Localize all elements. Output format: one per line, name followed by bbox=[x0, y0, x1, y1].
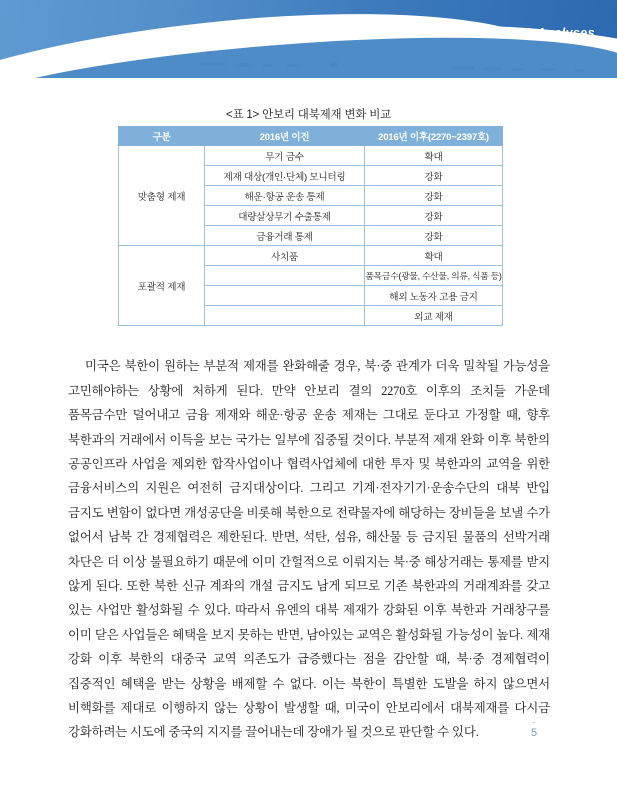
table-row bbox=[119, 146, 503, 166]
cell-before: 무기 금수 bbox=[205, 146, 365, 166]
banner-speck bbox=[330, 62, 338, 67]
page-header-banner bbox=[0, 0, 617, 88]
cell-after: 확대 bbox=[365, 246, 503, 266]
cell-after: 해외 노동자 고용 금지 bbox=[365, 286, 503, 306]
group-label-targeted-sanctions: 맞춤형 제재 bbox=[119, 146, 205, 246]
group-label-comprehensive-sanctions: 포괄적 제재 bbox=[119, 246, 205, 326]
cell-after: 강화 bbox=[365, 226, 503, 246]
table-header-row bbox=[119, 127, 503, 146]
cell-before bbox=[205, 266, 365, 286]
page-number bbox=[520, 718, 548, 739]
banner-speck bbox=[484, 67, 502, 71]
cell-before: 금융거래 통제 bbox=[205, 226, 365, 246]
table-row bbox=[119, 246, 503, 266]
banner-speck bbox=[286, 64, 300, 67]
cell-after: 강화 bbox=[365, 206, 503, 226]
cell-before bbox=[205, 306, 365, 326]
banner-speck bbox=[200, 62, 226, 66]
cell-before: 해운·항공 운송 통제 bbox=[205, 186, 365, 206]
sanctions-comparison-table bbox=[118, 126, 503, 326]
column-header-before-2016: 2016년 이전 bbox=[205, 127, 365, 146]
table-caption: <표 1> 안보리 대북제재 변화 비교 bbox=[225, 109, 392, 121]
banner-speck bbox=[512, 68, 524, 71]
page-number-dash: - bbox=[532, 717, 536, 727]
cell-after: 강화 bbox=[365, 186, 503, 206]
cell-before: 대량살상무기 수출통제 bbox=[205, 206, 365, 226]
cell-before: 사치품 bbox=[205, 246, 365, 266]
cell-after: 품목금수(광물, 수산물, 의류, 식품 등) bbox=[365, 266, 503, 286]
banner-speck bbox=[262, 64, 272, 67]
banner-speck bbox=[452, 66, 474, 70]
main-paragraph: 미국은 북한이 원하는 부분적 제재를 완화해줄 경우, 북·중 관계가 더욱 밀착될 가능성을 고민해야하는 상황에 처하게 된다. 만약 안보리 결의 2270호 이후의 조치들 가운데 품목금수만 덜어내고 금융 제재와 해운·항공 운송 제재는 그대로 둔다고 가정할 때, 향후 북한과의 거래에서 이득을 보는 국가는 일부에 집중될 것이다. 부분적 제재 완화 이후 북한의 공공인프라 사업을 제외한 합작사업이나 협력사업체에 대한 투자 및 북한과의 교역을 위한 금융서비스의 지원은 여전히 금지대상이다. 그리고 기계·전자기기·운송수단의 대북 반입 금지도 변함이 없다면 개성공단을 비롯해 북한으로 전략물자에 해당하는 장비들을 보낼 수가 없어서 남북 간 경제협력은 제한된다. 반면, 석탄, 섬유, 해산물 등 금지된 물품의 선박거래 차단은 더 이상 불필요하기 때문에 이미 간헐적으로 이뤄지는 북·중 해상거래는 통제를 받지 않게 된다. 또한 북한 신규 계좌의 개설 금지도 남게 되므로 기존 북한과의 거래계좌를 갖고 있는 사업만 활성화될 수 있다. 따라서 유엔의 대북 제재가 강화된 이후 북한과 거래창구를 이미 닫은 사업들은 혜택을 보지 못하는 반면, 남아있는 교역은 활성화될 가능성이 높다. 제재 강화 이후 북한의 대중국 교역 의존도가 급증했다는 점을 감안할 때, 북·중 경제협력이 집중적인 혜택을 받는 상황을 배제할 수 없다. 이는 북한이 특별한 도발을 하지 않으면서 비핵화를 제대로 이행하지 않는 상황이 발생할 때, 미국이 안보리에서 대북제재를 다시금 강화하려는 시도에 중국의 지지를 끌어내는데 장애가 될 것으로 판단할 수 있다. bbox=[68, 359, 550, 740]
banner-speck bbox=[540, 68, 556, 71]
cell-before: 제재 대상(개인·단체) 모니터링 bbox=[205, 166, 365, 186]
page-number-value: 5 bbox=[530, 727, 538, 739]
banner-speck bbox=[574, 69, 584, 72]
banner-bottom-mask bbox=[0, 78, 617, 88]
column-header-category: 구분 bbox=[119, 127, 205, 146]
cell-after: 확대 bbox=[365, 146, 503, 166]
cell-after: 강화 bbox=[365, 166, 503, 186]
column-header-after-2016: 2016년 이후(2270~2397호) bbox=[365, 127, 503, 146]
publication-title: KIDA Defense Issues & Analyses bbox=[388, 26, 595, 40]
cell-after: 외교 제재 bbox=[365, 306, 503, 326]
cell-before bbox=[205, 286, 365, 306]
banner-speck bbox=[236, 63, 252, 67]
